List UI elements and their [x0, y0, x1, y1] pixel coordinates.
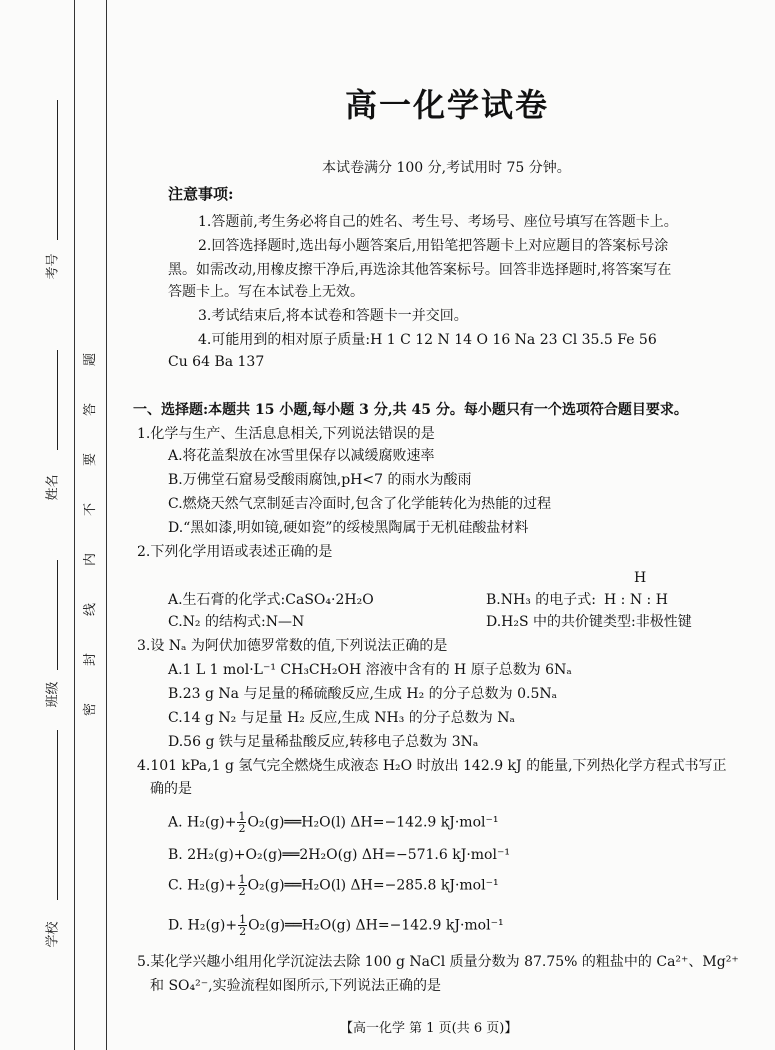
field-label-kaohao: 考号 — [45, 253, 61, 280]
q2-stem: 2.下列化学用语或表述正确的是 — [137, 544, 333, 560]
notes-heading: 注意事项: — [168, 185, 234, 203]
q4-option-d-post: O₂(g)══H₂O(g) ΔH=−142.9 kJ·mol⁻¹ — [248, 917, 504, 934]
q3-option-b: B.23 g Na 与足量的稀硫酸反应,生成 H₂ 的分子总数为 0.5Nₐ — [168, 686, 557, 702]
q4-option-c — [168, 874, 499, 897]
q1-option-a: A.将花盖梨放在冰雪里保存以减缓腐败速率 — [168, 448, 435, 464]
seal-char: 线 — [83, 602, 99, 617]
q5-stem-2: 和 SO₄²⁻,实验流程如图所示,下列说法正确的是 — [150, 978, 442, 994]
q4-option-b: B. 2H₂(g)+O₂(g)══2H₂O(g) ΔH=−571.6 kJ·mol⁻¹ — [168, 847, 510, 863]
q1-option-d: D.“黑如漆,明如镜,硬如瓷”的绥棱黑陶属于无机硅酸盐材料 — [168, 520, 529, 536]
page-footer: 【高一化学 第 1 页(共 6 页)】 — [340, 1021, 518, 1036]
fraction-half: $\frac{1}{2}$ — [238, 810, 246, 835]
seal-char: 密 — [83, 702, 99, 717]
q5-stem-1: 5.某化学兴趣小组用化学沉淀法去除 100 g NaCl 质量分数为 87.75% 的粗盐中的 Ca²⁺、Mg²⁺ — [137, 954, 739, 970]
seal-char: 内 — [83, 552, 99, 567]
q3-option-c: C.14 g N₂ 与足量 H₂ 反应,生成 NH₃ 的分子总数为 Nₐ — [168, 710, 515, 726]
q4-option-c-post: O₂(g)══H₂O(l) ΔH=−285.8 kJ·mol⁻¹ — [247, 877, 499, 894]
q2-option-d: D.H₂S 中的共价键类型:非极性键 — [486, 614, 692, 630]
note-2b: 黑。如需改动,用橡皮擦干净后,再选涂其他答案标号。回答非选择题时,将答案写在 — [168, 262, 672, 278]
q2-option-b-label: B.NH₃ 的电子式: — [486, 592, 596, 608]
page-title: 高一化学试卷 — [345, 86, 550, 124]
q4-option-d-pre: D. H₂(g)+ — [168, 917, 238, 934]
q2-electron-formula-top: H — [634, 570, 647, 586]
q4-option-a-post: O₂(g)══H₂O(l) ΔH=−142.9 kJ·mol⁻¹ — [247, 814, 499, 831]
q4-stem-1: 4.101 kPa,1 g 氢气完全燃烧生成液态 H₂O 时放出 142.9 kJ 的能量,下列热化学方程式书写正 — [137, 758, 727, 774]
q1-option-c: C.燃烧天然气烹制延吉冷面时,包含了化学能转化为热能的过程 — [168, 496, 552, 512]
note-4a: 4.可能用到的相对原子质量:H 1 C 12 N 14 O 16 Na 23 Cl 35.5 Fe 56 — [198, 332, 657, 348]
field-line-kaohao — [57, 100, 58, 240]
section-heading: 一、选择题:本题共 15 小题,每小题 3 分,共 45 分。每小题只有一个选项符合题目要求。 — [133, 402, 688, 418]
field-label-school: 学校 — [45, 921, 61, 948]
q4-option-c-pre: C. H₂(g)+ — [168, 877, 237, 894]
note-4b: Cu 64 Ba 137 — [168, 354, 265, 370]
fraction-half: $\frac{1}{2}$ — [238, 873, 246, 898]
q1-option-b: B.万佛堂石窟易受酸雨腐蚀,pH<7 的雨水为酸雨 — [168, 472, 472, 488]
field-line-name — [57, 350, 58, 450]
q3-option-d: D.56 g 铁与足量稀盐酸反应,转移电子总数为 3Nₐ — [168, 734, 479, 750]
q1-stem: 1.化学与生产、生活息息相关,下列说法错误的是 — [137, 426, 435, 442]
binding-line-inner — [106, 0, 107, 1050]
seal-char: 不 — [83, 502, 99, 517]
field-line-class — [57, 560, 58, 670]
q2-electron-formula: H : N : H — [604, 592, 668, 608]
seal-char: 题 — [83, 352, 99, 367]
note-2a: 2.回答选择题时,选出每小题答案后,用铅笔把答题卡上对应题目的答案标号涂 — [198, 238, 669, 254]
q4-stem-2: 确的是 — [150, 781, 192, 797]
q4-option-d — [168, 914, 504, 937]
q3-stem: 3.设 Nₐ 为阿伏加德罗常数的值,下列说法正确的是 — [137, 638, 448, 654]
note-1: 1.答题前,考生务必将自己的姓名、考生号、考场号、座位号填写在答题卡上。 — [198, 214, 678, 230]
note-2c: 答题卡上。写在本试卷上无效。 — [168, 284, 364, 300]
binding-line-outer — [74, 0, 75, 1050]
q3-option-a: A.1 L 1 mol·L⁻¹ CH₃CH₂OH 溶液中含有的 H 原子总数为 6Nₐ — [168, 662, 572, 678]
q4-option-a-pre: A. H₂(g)+ — [168, 814, 237, 831]
seal-char: 要 — [83, 452, 99, 467]
seal-char: 答 — [83, 402, 99, 417]
field-label-name: 姓名 — [45, 474, 61, 501]
fraction-half: $\frac{1}{2}$ — [239, 913, 247, 938]
field-label-class: 班级 — [45, 681, 61, 708]
q2-option-c: C.N₂ 的结构式:N—N — [168, 614, 305, 630]
q4-option-a — [168, 811, 498, 834]
exam-subtitle: 本试卷满分 100 分,考试用时 75 分钟。 — [322, 160, 571, 176]
note-3: 3.考试结束后,将本试卷和答题卡一并交回。 — [198, 308, 468, 324]
q2-option-a: A.生石膏的化学式:CaSO₄·2H₂O — [168, 592, 374, 608]
seal-char: 封 — [83, 652, 99, 667]
field-line-school — [57, 730, 58, 900]
